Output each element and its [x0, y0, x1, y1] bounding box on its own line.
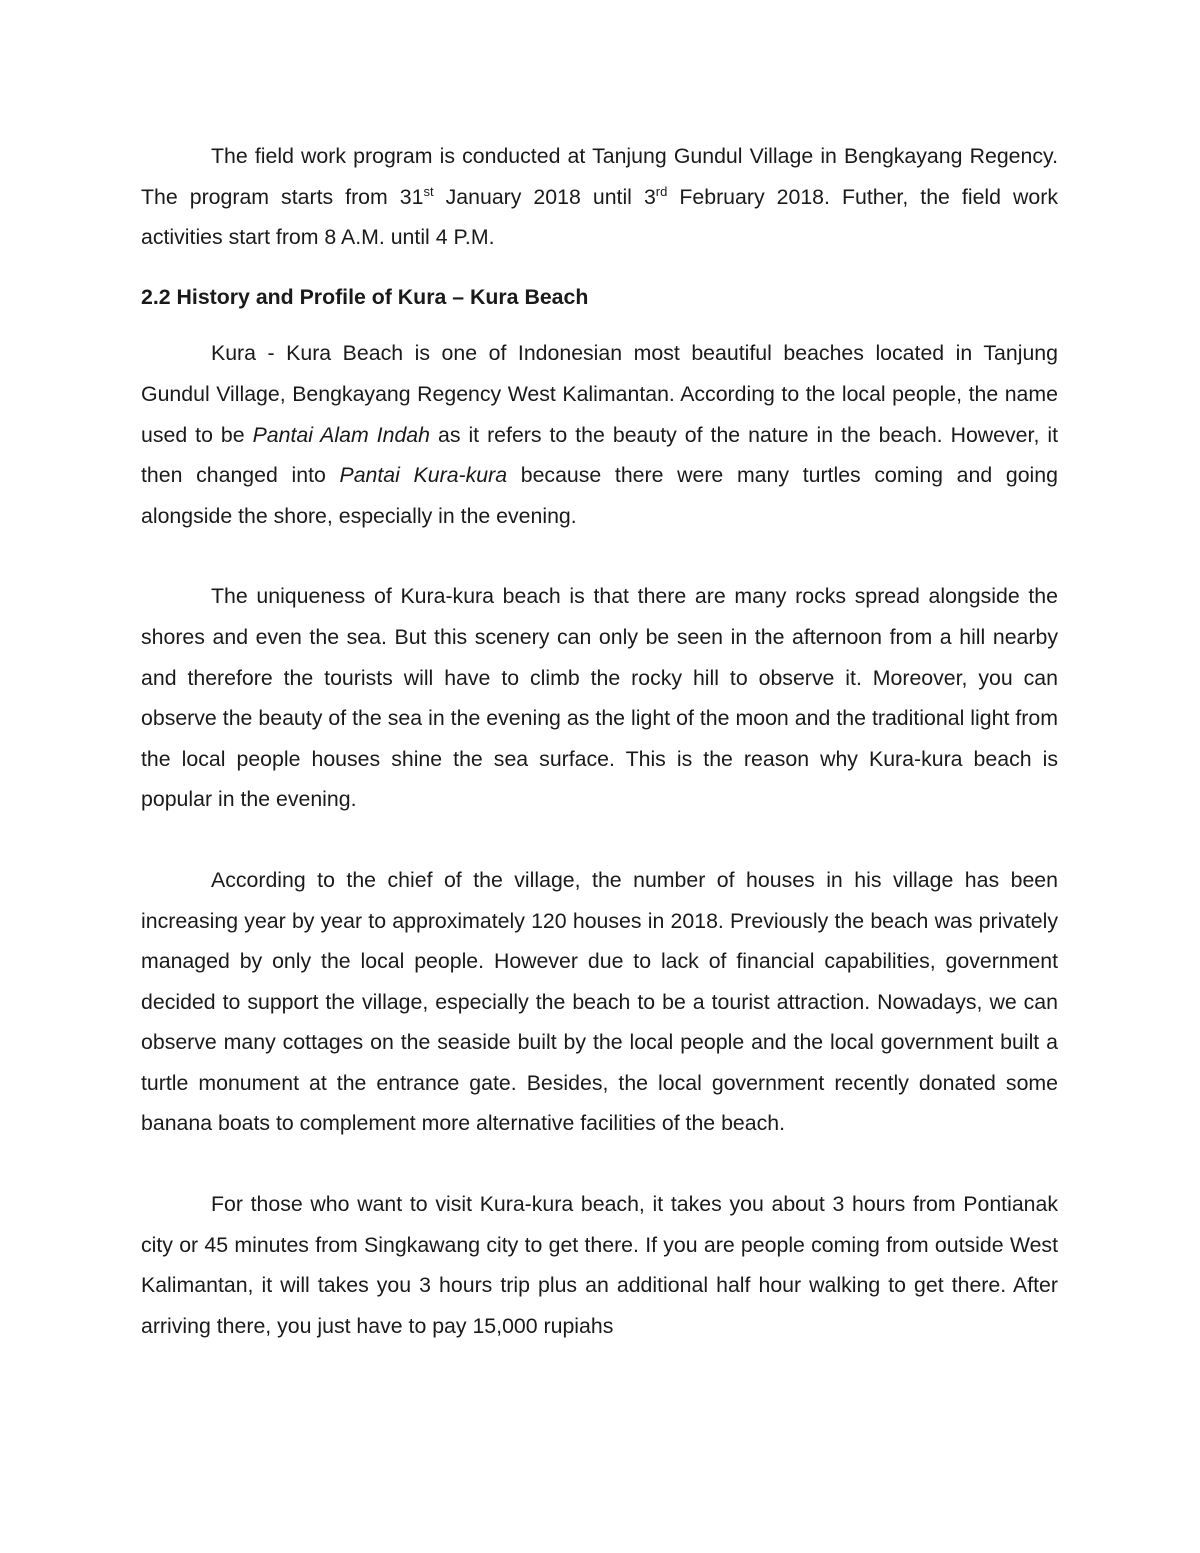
- history-text-1: Kura - Kura Beach is one of Indonesian most beautiful beaches located in Tanjung Gundul Village, Bengkayang Regency West Kalimantan. According to the local people, the name used to be: [141, 341, 1058, 447]
- intro-text-1: The field work program is conducted at Tanjung Gundul Village in Bengkayang Regency. The program starts from 31: [141, 144, 1058, 209]
- history-text-2: as it refers to the beauty of the nature in the beach. However, it then changed into: [141, 422, 1058, 488]
- intro-paragraph: [141, 136, 1058, 258]
- history-paragraph: [141, 333, 1058, 536]
- visit-paragraph: For those who want to visit Kura-kura beach, it takes you about 3 hours from Pontianak city or 45 minutes from Singkawang city to get there. If you are people coming from outside West Kalimantan, it will takes you 3 hours trip plus an additional half hour walking to get there. After arriving there, you just have to pay 15,000 rupiahs: [141, 1192, 1058, 1338]
- intro-text-3: February 2018. Futher, the field work activities start from 8 A.M. until 4 P.M.: [141, 184, 1058, 250]
- uniqueness-paragraph: The uniqueness of Kura-kura beach is that there are many rocks spread alongside the shores and even the sea. But this scenery can only be seen in the afternoon from a hill nearby and therefore the tourists will have to climb the rocky hill to observe it. Moreover, you can observe the beauty of the sea in the evening as the light of the moon and the traditional light from the local people houses shine the sea surface. This is the reason why Kura-kura beach is popular in the evening.: [141, 584, 1058, 812]
- intro-superscript-2: rd: [655, 183, 668, 199]
- section-heading: 2.2 History and Profile of Kura – Kura Beach: [141, 284, 589, 309]
- intro-text-2: January 2018 until 3: [433, 184, 656, 209]
- history-text-3: because there were many turtles coming and going alongside the shore, especially in the evening.: [141, 463, 1058, 528]
- document-page: [141, 136, 1058, 1346]
- intro-superscript-1: st: [423, 183, 434, 199]
- history-italic-2: Pantai Kura-kura: [339, 463, 508, 488]
- history-italic-1: Pantai Alam Indah: [252, 422, 430, 447]
- village-paragraph: According to the chief of the village, the number of houses in his village has been increasing year by year to approximately 120 houses in 2018. Previously the beach was privately managed by only the local people. However due to lack of financial capabilities, government decided to support the village, especially the beach to be a tourist attraction. Nowadays, we can observe many cottages on the seaside built by the local people and the local government built a turtle monument at the entrance gate. Besides, the local government recently donated some banana boats to complement more alternative facilities of the beach.: [141, 867, 1058, 1136]
